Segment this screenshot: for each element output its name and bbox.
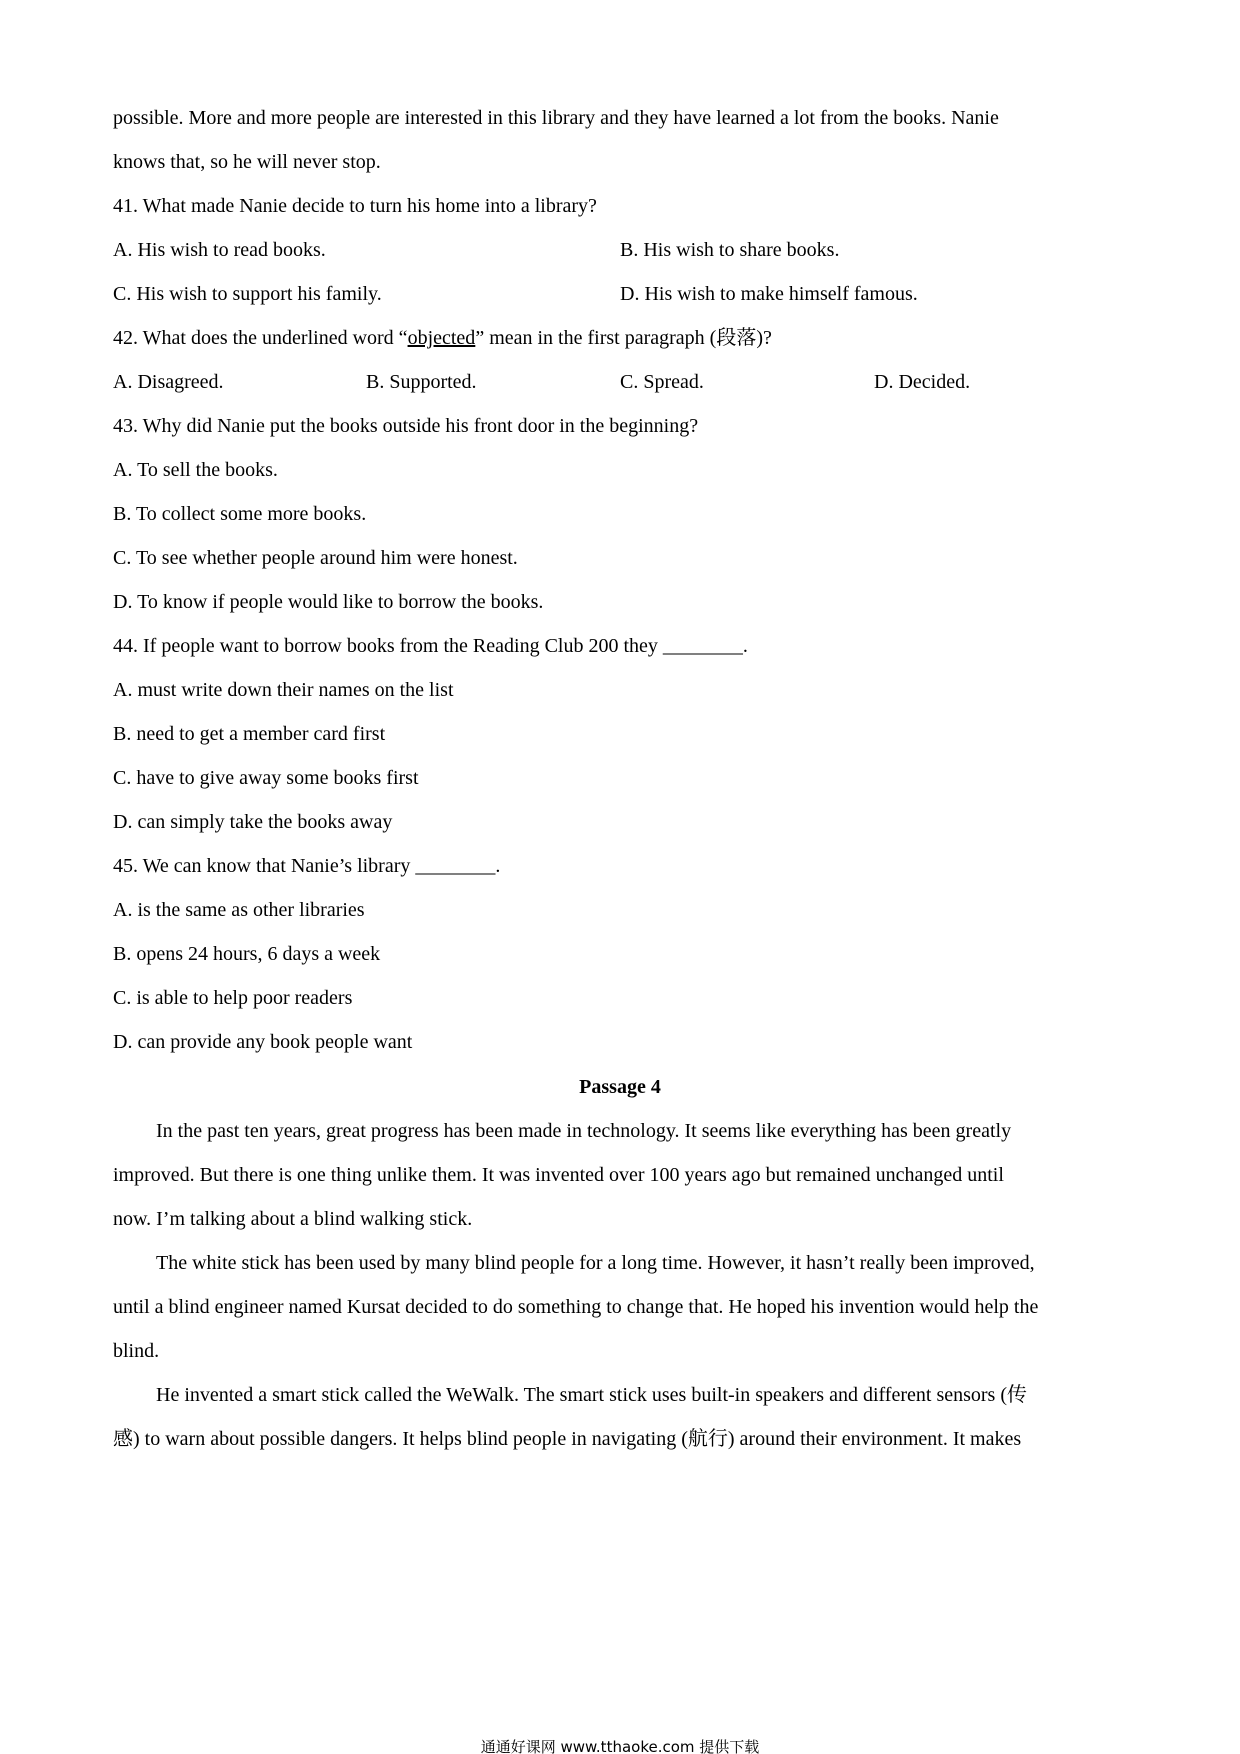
q42-option-d: D. Decided. [874, 371, 971, 393]
paragraph-line: He invented a smart stick called the WeWalk. The smart stick uses built-in speakers and different sensors (传 [156, 1384, 1027, 1406]
passage-line: knows that, so he will never stop. [113, 151, 381, 173]
q45-option-c: C. is able to help poor readers [113, 987, 353, 1009]
question-44: 44. If people want to borrow books from the Reading Club 200 they ________. [113, 635, 748, 657]
q42-option-a: A. Disagreed. [113, 371, 224, 393]
q41-option-b: B. His wish to share books. [620, 239, 840, 261]
question-41: 41. What made Nanie decide to turn his home into a library? [113, 195, 597, 217]
question-45: 45. We can know that Nanie’s library ________. [113, 855, 501, 877]
passage-title: Passage 4 [579, 1076, 661, 1098]
paragraph-line: 感) to warn about possible dangers. It helps blind people in navigating (航行) around their environment. It makes [113, 1428, 1022, 1450]
q42-option-b: B. Supported. [366, 371, 477, 393]
q41-option-d: D. His wish to make himself famous. [620, 283, 918, 305]
q42-option-c: C. Spread. [620, 371, 704, 393]
q43-option-d: D. To know if people would like to borrow the books. [113, 591, 544, 613]
q44-option-b: B. need to get a member card first [113, 723, 386, 745]
paragraph-line: The white stick has been used by many blind people for a long time. However, it hasn’t really been improved, [156, 1252, 1035, 1274]
q45-option-b: B. opens 24 hours, 6 days a week [113, 943, 381, 965]
q44-option-a: A. must write down their names on the list [113, 679, 454, 701]
paragraph-line: until a blind engineer named Kursat decided to do something to change that. He hoped his invention would help the [113, 1296, 1039, 1318]
question-43: 43. Why did Nanie put the books outside his front door in the beginning? [113, 415, 699, 437]
question-42-text: 42. What does the underlined word “objected” mean in the first paragraph (段落)? [113, 327, 772, 349]
paragraph-line: now. I’m talking about a blind walking stick. [113, 1208, 473, 1230]
question-42 [113, 326, 772, 350]
q45-option-d: D. can provide any book people want [113, 1031, 413, 1053]
paragraph-line: blind. [113, 1340, 160, 1362]
q43-option-c: C. To see whether people around him were honest. [113, 547, 518, 569]
q44-option-d: D. can simply take the books away [113, 811, 393, 833]
q41-option-c: C. His wish to support his family. [113, 283, 382, 305]
paragraph-line: In the past ten years, great progress has been made in technology. It seems like everything has been greatly [156, 1120, 1012, 1142]
q43-option-b: B. To collect some more books. [113, 503, 367, 525]
page-footer: 通通好课网 www.tthaoke.com 提供下载 [480, 1738, 760, 1754]
passage-line: possible. More and more people are interested in this library and they have learned a lot from the books. Nanie [113, 107, 999, 129]
q43-option-a: A. To sell the books. [113, 459, 278, 481]
q44-option-c: C. have to give away some books first [113, 767, 419, 789]
q41-option-a: A. His wish to read books. [113, 239, 326, 261]
paragraph-line: improved. But there is one thing unlike them. It was invented over 100 years ago but remained unchanged until [113, 1164, 1004, 1186]
q45-option-a: A. is the same as other libraries [113, 899, 365, 921]
